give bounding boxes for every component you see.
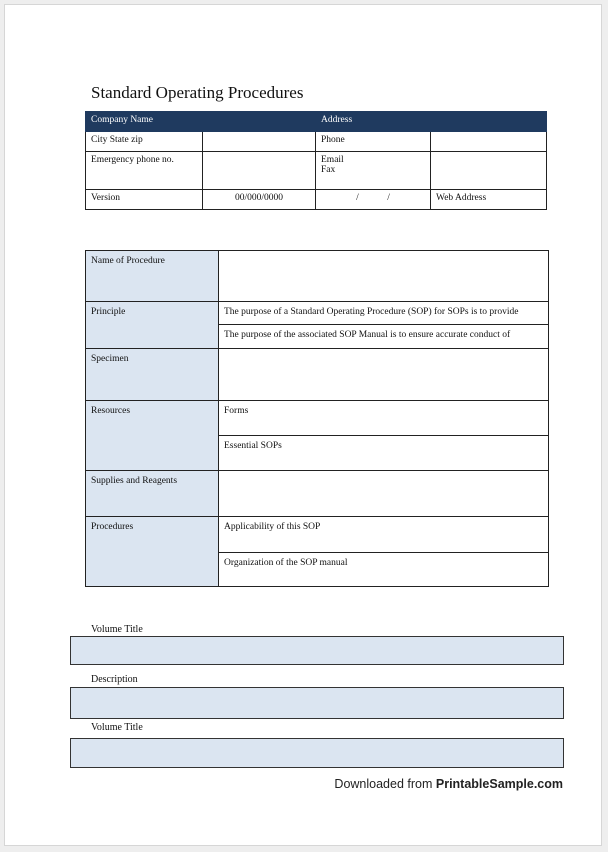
principle-value-1[interactable]: The purpose of a Standard Operating Procedure (SOP) for SOPs is to provide bbox=[219, 302, 549, 325]
table-row bbox=[86, 152, 547, 190]
web-address-label: Web Address bbox=[431, 190, 547, 210]
version-value[interactable]: 00/000/0000 bbox=[203, 190, 316, 210]
principle-value-2[interactable]: The purpose of the associated SOP Manual is to ensure accurate conduct of bbox=[219, 325, 549, 349]
email-fax-value[interactable] bbox=[431, 152, 547, 190]
volume-title-field-2[interactable] bbox=[70, 738, 564, 768]
supplies-reagents-label: Supplies and Reagents bbox=[86, 471, 219, 517]
description-field[interactable] bbox=[70, 687, 564, 719]
page-title: Standard Operating Procedures bbox=[91, 83, 304, 102]
volume-title-field[interactable] bbox=[70, 636, 564, 665]
procedures-applicability[interactable]: Applicability of this SOP bbox=[219, 517, 549, 553]
download-credit bbox=[334, 777, 563, 791]
resources-label: Resources bbox=[86, 401, 219, 471]
header-company-value[interactable] bbox=[203, 112, 316, 132]
download-credit-site[interactable]: PrintableSample.com bbox=[435, 777, 563, 791]
phone-value[interactable] bbox=[431, 132, 547, 152]
date-value[interactable]: / / bbox=[316, 190, 431, 210]
version-label: Version bbox=[86, 190, 203, 210]
table-row bbox=[86, 251, 549, 302]
specimen-value[interactable] bbox=[219, 349, 549, 401]
phone-label: Phone bbox=[316, 132, 431, 152]
procedure-table bbox=[85, 250, 549, 587]
header-company-name: Company Name bbox=[86, 112, 203, 132]
volume-title-label: Volume Title bbox=[91, 624, 143, 635]
table-row bbox=[86, 401, 549, 436]
table-row bbox=[86, 190, 547, 210]
table-row bbox=[86, 349, 549, 401]
table-row bbox=[86, 517, 549, 553]
header-address-value[interactable] bbox=[431, 112, 547, 132]
supplies-reagents-value[interactable] bbox=[219, 471, 549, 517]
table-header-row bbox=[86, 112, 547, 132]
emergency-phone-value[interactable] bbox=[203, 152, 316, 190]
specimen-label: Specimen bbox=[86, 349, 219, 401]
procedures-label: Procedures bbox=[86, 517, 219, 587]
procedures-organization[interactable]: Organization of the SOP manual bbox=[219, 553, 549, 587]
email-fax-label: Email Fax bbox=[316, 152, 431, 190]
resources-forms[interactable]: Forms bbox=[219, 401, 549, 436]
volume-title-label-2: Volume Title bbox=[91, 722, 143, 733]
header-address: Address bbox=[316, 112, 431, 132]
company-info-table bbox=[85, 111, 547, 210]
table-row bbox=[86, 132, 547, 152]
city-state-zip-value[interactable] bbox=[203, 132, 316, 152]
principle-label: Principle bbox=[86, 302, 219, 349]
name-of-procedure-label: Name of Procedure bbox=[86, 251, 219, 302]
download-credit-prefix: Downloaded from bbox=[334, 777, 436, 791]
emergency-phone-label: Emergency phone no. bbox=[86, 152, 203, 190]
name-of-procedure-value[interactable] bbox=[219, 251, 549, 302]
table-row bbox=[86, 471, 549, 517]
resources-essential-sops[interactable]: Essential SOPs bbox=[219, 436, 549, 471]
table-row bbox=[86, 302, 549, 325]
description-label: Description bbox=[91, 674, 138, 685]
document-page bbox=[4, 4, 602, 846]
city-state-zip-label: City State zip bbox=[86, 132, 203, 152]
